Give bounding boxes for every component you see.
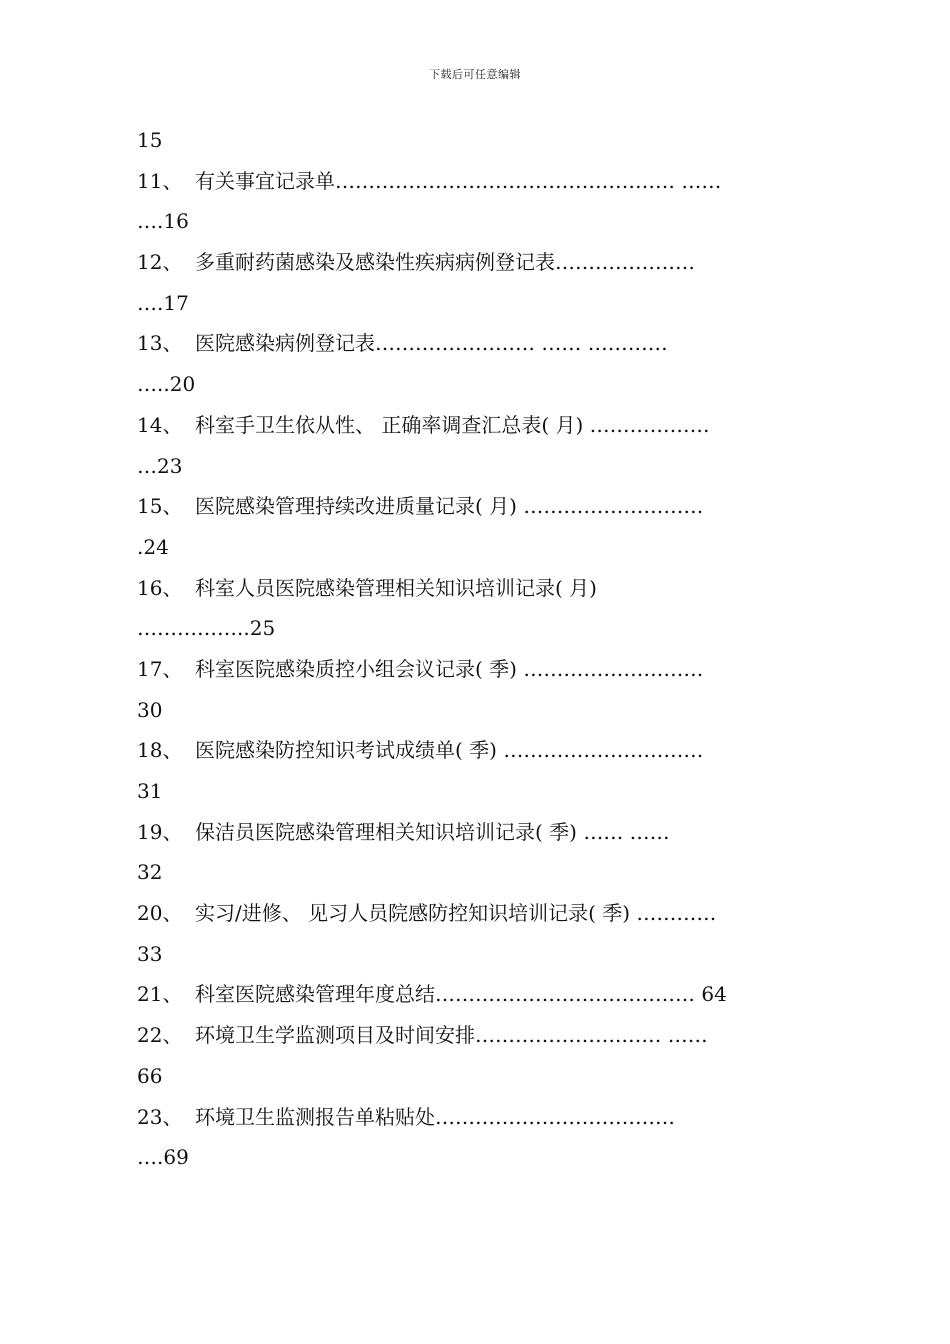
toc-line-text: …..20 xyxy=(137,372,196,397)
toc-entry-title: 环境卫生监测报告单粘贴处……………………………… xyxy=(195,1104,675,1129)
toc-entry-23[interactable] xyxy=(137,1097,827,1138)
toc-entry-number: 19、 xyxy=(137,819,183,844)
toc-line-text: 32 xyxy=(137,860,163,885)
toc-line-text: 33 xyxy=(137,941,163,966)
toc-line xyxy=(137,852,827,893)
toc-entry-title: 科室医院感染管理年度总结………………………………… 64 xyxy=(195,982,727,1007)
toc-entry-number: 13、 xyxy=(137,331,183,356)
toc-entry-title: 多重耐药菌感染及感染性疾病病例登记表………………… xyxy=(195,250,695,275)
toc-line-text: ….16 xyxy=(137,209,189,234)
toc-line-text: .24 xyxy=(137,534,169,559)
toc-line-text: ….17 xyxy=(137,290,189,315)
toc-entry-15[interactable] xyxy=(137,486,827,527)
toc-entry-number: 18、 xyxy=(137,738,183,763)
toc-entry-11[interactable] xyxy=(137,161,827,202)
toc-entry-number: 17、 xyxy=(137,656,183,681)
toc-entry-number: 16、 xyxy=(137,575,183,600)
toc-line xyxy=(137,1137,827,1178)
toc-entry-title: 有关事宜记录单…………………………………………… …… xyxy=(195,168,722,193)
toc-line-text: ….69 xyxy=(137,1145,189,1170)
toc-line xyxy=(137,201,827,242)
toc-entry-number: 15、 xyxy=(137,494,183,519)
toc-line xyxy=(137,608,827,649)
toc-entry-number: 14、 xyxy=(137,412,183,437)
toc-entry-21[interactable] xyxy=(137,974,827,1015)
toc-line xyxy=(137,690,827,731)
toc-entry-number: 11、 xyxy=(137,168,183,193)
toc-line xyxy=(137,527,827,568)
toc-line xyxy=(137,283,827,324)
toc-entry-title: 医院感染管理持续改进质量记录( 月) ……………………… xyxy=(195,494,704,519)
toc-entry-13[interactable] xyxy=(137,323,827,364)
toc-entry-title: 医院感染防控知识考试成绩单( 季) ………………………… xyxy=(195,738,704,763)
table-of-contents xyxy=(137,120,827,1178)
toc-entry-title: 保洁员医院感染管理相关知识培训记录( 季) …… …… xyxy=(195,819,670,844)
toc-entry-number: 20、 xyxy=(137,901,183,926)
toc-line-text: 15 xyxy=(137,128,163,152)
toc-entry-title: 科室手卫生依从性、 正确率调查汇总表( 月) ……………… xyxy=(195,412,710,437)
toc-line xyxy=(137,1056,827,1097)
toc-line xyxy=(137,934,827,975)
toc-line xyxy=(137,771,827,812)
toc-entry-22[interactable] xyxy=(137,1015,827,1056)
toc-line-text: ……………..25 xyxy=(137,616,276,641)
toc-entry-number: 22、 xyxy=(137,1023,183,1048)
toc-line xyxy=(137,446,827,487)
toc-line-text: 66 xyxy=(137,1063,163,1088)
toc-entry-20[interactable] xyxy=(137,893,827,934)
toc-entry-title: 医院感染病例登记表…………………… …… ………… xyxy=(195,331,668,356)
toc-entry-18[interactable] xyxy=(137,730,827,771)
toc-entry-title: 科室医院感染质控小组会议记录( 季) ……………………… xyxy=(195,656,704,681)
toc-entry-number: 12、 xyxy=(137,250,183,275)
toc-line-text: 31 xyxy=(137,779,163,803)
toc-entry-title: 实习/进修、 见习人员院感防控知识培训记录( 季) ………… xyxy=(195,901,717,926)
toc-entry-14[interactable] xyxy=(137,405,827,446)
toc-entry-12[interactable] xyxy=(137,242,827,283)
toc-entry-17[interactable] xyxy=(137,649,827,690)
toc-line-text: …23 xyxy=(137,453,183,478)
toc-entry-title: 科室人员医院感染管理相关知识培训记录( 月) xyxy=(195,575,597,600)
toc-entry-number: 23、 xyxy=(137,1104,183,1129)
page-header: 下载后可任意编辑 xyxy=(429,68,521,81)
toc-line xyxy=(137,364,827,405)
toc-entry-16[interactable] xyxy=(137,568,827,609)
toc-line-text: 30 xyxy=(137,697,163,722)
toc-entry-19[interactable] xyxy=(137,812,827,853)
toc-entry-number: 21、 xyxy=(137,982,183,1007)
toc-line xyxy=(137,120,827,161)
toc-entry-title: 环境卫生学监测项目及时间安排………………….…… …… xyxy=(195,1023,708,1048)
